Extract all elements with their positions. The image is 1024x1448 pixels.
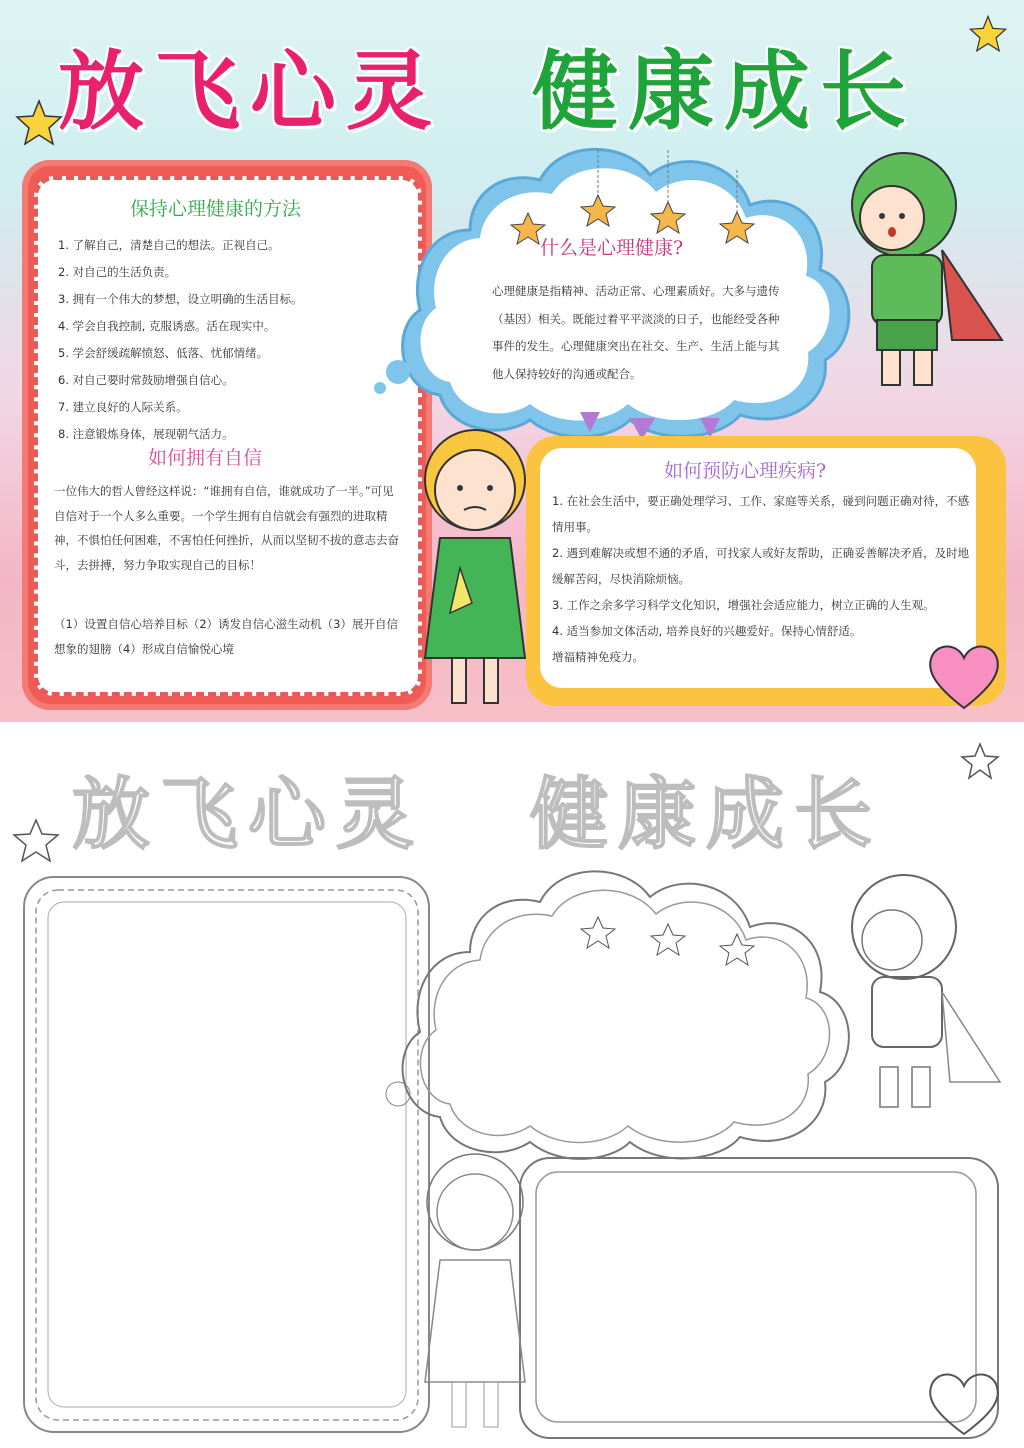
list-item: 4. 学会自我控制, 克服诱惑。活在现实中。 [58,319,276,333]
list-item: 8. 注意锻炼身体，展现朝气活力。 [58,427,234,441]
prevention-list [552,488,972,670]
list-item: 5. 学会舒缓疏解愤怒、低落、忧郁情绪。 [58,346,269,360]
list-item: 1. 在社会生活中，要正确处理学习、工作、家庭等关系，碰到问题正确对待，不感情用事。 [552,494,970,534]
definition-title: 什么是心理健康? [540,237,684,259]
list-item: 7. 建立良好的人际关系。 [58,400,188,414]
definition-text: 心理健康是指精神、活动正常、心理素质好。大多与遗传（基因）相关。既能过着平平淡淡的日子，也能经受各种事件的发生。心理健康突出在社交、生产、生活上能与其他人保持较好的沟通或配合。 [492,284,780,381]
list-item: 6. 对自己要时常鼓励增强自信心。 [58,373,234,387]
list-item: 增福精神免疫力。 [552,650,644,664]
poster-title-left: 放飞心灵 [58,41,442,142]
outline-title-right: 健康成长 [530,769,883,860]
list-item: 4. 适当参加文体活动, 培养良好的兴趣爱好。保持心情舒适。 [552,624,862,638]
colored-poster [0,0,1024,722]
confidence-title: 如何拥有自信 [148,447,263,469]
outline-frames-illustration [0,722,1024,1448]
confidence-paragraph: 一位伟大的哲人曾经这样说：“谁拥有自信，谁就成功了一半。”可见自信对于一个人多么重要。一个学生拥有自信就会有强烈的进取精神，不惧怕任何困难，不害怕任何挫折，从而以坚韧不拔的意志去奋斗，去拼搏，努力争取实现自己的目标！ [54,484,399,572]
list-item: 3. 工作之余多学习科学文化知识，增强社会适应能力，树立正确的人生观。 [552,598,935,612]
poster-title-right: 健康成长 [532,41,916,142]
methods-title: 保持心理健康的方法 [130,198,302,220]
heart-icon [924,640,1004,712]
confidence-steps: （1）设置自信心培养目标（2）诱发自信心滋生动机（3）展开自信想象的翅膀（4）形成自信愉悦心境 [54,617,398,656]
list-item: 1. 了解自己，清楚自己的想法。正视自己。 [58,238,280,252]
outline-poster [0,722,1024,1448]
outline-title-left: 放飞心灵 [72,769,425,860]
list-item: 2. 对自己的生活负责。 [58,265,177,279]
boy-character-illustration [832,140,1012,390]
list-item: 2. 遇到难解决或想不通的矛盾，可找家人或好友帮助，正确妥善解决矛盾，及时地缓解苦闷，尽快消除烦恼。 [552,546,970,586]
list-item: 3. 拥有一个伟大的梦想，设立明确的生活目标。 [58,292,303,306]
prevention-title: 如何预防心理疾病? [664,460,827,482]
girl-character-illustration [400,418,550,718]
